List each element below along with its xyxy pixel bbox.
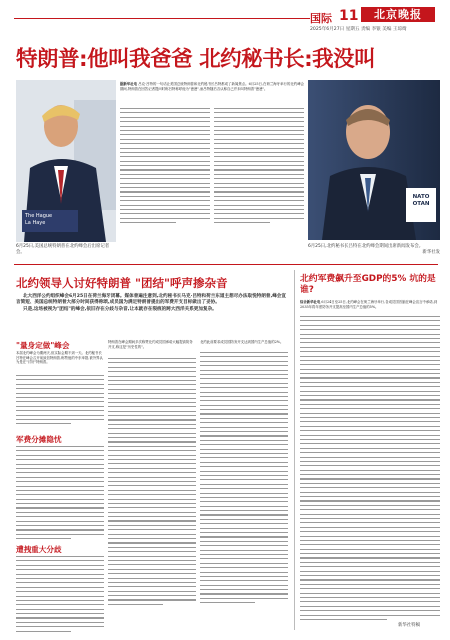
column-rule [294, 270, 295, 630]
feature-col1-intro: 本届北约峰会为期两天,但实际会期不到一天。北约秘书长吕特在峰会召开前致信特朗普,称赞他的中东举措,被外界认为是在"讨好"特朗普。 [16, 351, 103, 365]
sidebar-credit: 新华社特稿 [398, 623, 420, 628]
lead-story-text-col2 [214, 108, 304, 227]
sidebar-text: 6月24日至25日,北约峰会在荷兰海牙举行,各成员国首脑在峰会宣言中承诺,到2035年将年度防务开支提高至国内生产总值的5%。 [300, 300, 438, 309]
photo-right [308, 80, 440, 240]
feature-col2-text [108, 358, 196, 608]
photo-right-caption-text: 6月25日,北约秘书长吕特在北约峰会期间出席新闻发布会。 [308, 244, 424, 249]
sidebar-body-text [300, 316, 440, 623]
nato-sign: NATO OTAN [406, 188, 436, 222]
feature-col1-text-c [16, 556, 104, 635]
section-name: 国际 [310, 12, 332, 25]
subhead-3: 遭拽重大分歧 [16, 545, 62, 554]
photo-left [16, 80, 116, 242]
masthead-left-rule [14, 18, 310, 19]
subhead-2: 军费分摊隐忧 [16, 435, 62, 444]
feature-col1-text-b [16, 446, 104, 543]
subhead-1: "量身定做"峰会 [16, 341, 70, 350]
feature-lead-p2: 只是,这场被视为"团结"的峰会,依旧存在分歧与杂音,让本就存在裂痕的跨大西洋关系更加复杂。 [23, 306, 217, 312]
date-line: 2025年6月27日 星期五 责编 李银 美编 王琼绮 [310, 27, 407, 32]
photo-right-caption [308, 244, 440, 255]
lead-story [120, 82, 304, 91]
section-divider [14, 264, 438, 265]
photo-right-credit: 新华社发 [422, 249, 440, 255]
lead-byline: 据新华社电 [120, 82, 138, 86]
photo-left-caption: 6月25日,美国总统特朗普在北约峰会后出席记者会。 [16, 244, 110, 255]
page-number: 11 [339, 8, 359, 24]
feature-col1-text [16, 375, 104, 428]
feature-lead [16, 294, 286, 313]
feature-lead-p1: 北大西洋公约组织峰会6月25日在荷兰海牙闭幕。媒体普遍注意到,北约秘书长马克·吕特和荷兰东道主想尽办法取悦特朗普,峰会宣言简短、美国总统特朗普大部分时间获得称颂,成员国为满足特朗普提出的军费开支目标做出了妥协。 [16, 294, 286, 306]
sidebar-intro [300, 300, 440, 309]
feature-col2-intro: 特朗普在峰会期间多次称赞北约成员国承诺大幅提高防务开支,称这是"历史性的"。 [108, 340, 193, 349]
page-headline: 特朗普:他叫我爸爸 北约秘书长:我没叫 [16, 47, 376, 72]
lead-body: 吕克·吕特的一句话让美国总统特朗普和北约秘书长吕特都成了新闻焦点。6月25日,在荷兰海牙举行的北约峰会期间,特朗普在回答记者提问时称吕特称呼他为"爸爸",而吕特随后否认称自己并未叫特朗普"爸爸"。 [120, 82, 305, 91]
hague-sign: The Hague La Haye [22, 210, 78, 232]
feature-col3-intro: 北约此前要求成员国防务开支达到国内生产总值的2%。 [200, 340, 284, 344]
feature-col3-text [200, 352, 288, 607]
sidebar-byline: 综合新华社电 [300, 300, 321, 304]
feature-title: 北约领导人讨好特朗普 "团结"呼声掺杂音 [16, 276, 228, 290]
lead-story-text-col1 [120, 108, 210, 227]
paper-logo: 北京晚报 [361, 7, 435, 22]
sidebar-title: 北约军费飙升至GDP的5% 坑的是谁? [300, 274, 436, 295]
